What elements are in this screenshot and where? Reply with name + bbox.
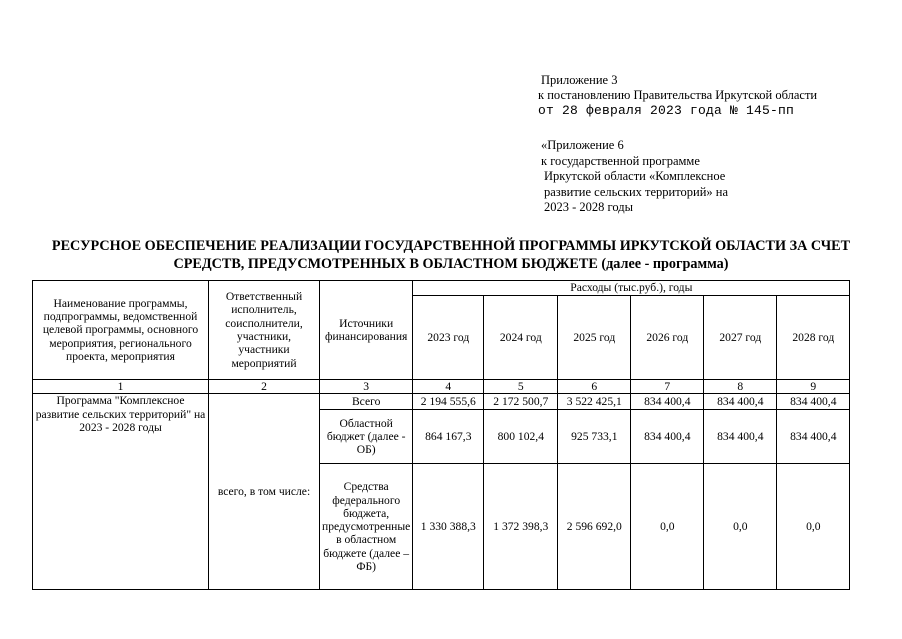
value-cell: 0,0 (631, 464, 704, 590)
header-funding-source: Источники финансирования (320, 281, 413, 380)
header-year: 2027 год (704, 296, 777, 380)
column-number: 5 (484, 380, 558, 394)
appendix-6-block (541, 138, 728, 216)
value-cell: 834 400,4 (704, 394, 777, 410)
column-number: 1 (33, 380, 209, 394)
appendix-3-block (538, 73, 818, 118)
column-number: 8 (704, 380, 777, 394)
value-cell: 864 167,3 (413, 410, 484, 464)
source-cell: Средства федерального бюджета, предусмотренные в областном бюджете (далее – ФБ) (320, 464, 413, 590)
appendix-3-date-number: от 28 февраля 2023 года № 145-пп (538, 103, 795, 118)
appendix-6-title: «Приложение 6 (541, 138, 624, 152)
value-cell: 2 194 555,6 (413, 394, 484, 410)
appendix-6-line: Иркутской области «Комплексное (544, 169, 726, 183)
value-cell: 3 522 425,1 (558, 394, 631, 410)
value-cell: 834 400,4 (777, 410, 850, 464)
header-year: 2023 год (413, 296, 484, 380)
header-executor: Ответственный исполнитель, соисполнители, участники, участники мероприятий (209, 281, 320, 380)
header-year: 2025 год (558, 296, 631, 380)
executor-cell: всего, в том числе: (209, 394, 320, 590)
header-year: 2024 год (484, 296, 558, 380)
appendix-6-line: к государственной программе (541, 153, 700, 168)
header-year: 2026 год (631, 296, 704, 380)
value-cell: 1 330 388,3 (413, 464, 484, 590)
value-cell: 800 102,4 (484, 410, 558, 464)
appendix-3-title: Приложение 3 (541, 73, 618, 87)
appendix-6-line: 2023 - 2028 годы (544, 200, 634, 214)
appendix-3-resolution: к постановлению Правительства Иркутской области (538, 88, 818, 102)
value-cell: 834 400,4 (777, 394, 850, 410)
header-year: 2028 год (777, 296, 850, 380)
appendix-6-line: развитие сельских территорий» на (544, 184, 729, 199)
value-cell: 925 733,1 (558, 410, 631, 464)
document-title (20, 237, 882, 273)
source-cell: Всего (320, 394, 413, 410)
document-title-line: СРЕДСТВ, ПРЕДУСМОТРЕННЫХ В ОБЛАСТНОМ БЮДЖЕТЕ (далее - программа) (173, 256, 729, 272)
table-row (33, 394, 850, 410)
column-number: 7 (631, 380, 704, 394)
column-number: 3 (320, 380, 413, 394)
document-title-line: РЕСУРСНОЕ ОБЕСПЕЧЕНИЕ РЕАЛИЗАЦИИ ГОСУДАРСТВЕННОЙ ПРОГРАММЫ ИРКУТСКОЙ ОБЛАСТИ ЗА СЧЕТ (51, 238, 851, 254)
source-cell: Областной бюджет (далее - ОБ) (320, 410, 413, 464)
column-number: 6 (558, 380, 631, 394)
header-program-name: Наименование программы, подпрограммы, ведомственной целевой программы, основного мероприятия, регионального проекта, мероприятия (33, 281, 209, 380)
resource-table (32, 280, 850, 590)
value-cell: 834 400,4 (631, 410, 704, 464)
header-expenses: Расходы (тыс.руб.), годы (413, 281, 850, 296)
program-name-cell: Программа "Комплексное развитие сельских территорий" на 2023 - 2028 годы (33, 394, 209, 590)
value-cell: 0,0 (777, 464, 850, 590)
value-cell: 834 400,4 (631, 394, 704, 410)
value-cell: 834 400,4 (704, 410, 777, 464)
value-cell: 2 596 692,0 (558, 464, 631, 590)
column-number: 4 (413, 380, 484, 394)
column-number: 9 (777, 380, 850, 394)
value-cell: 2 172 500,7 (484, 394, 558, 410)
value-cell: 1 372 398,3 (484, 464, 558, 590)
column-number: 2 (209, 380, 320, 394)
value-cell: 0,0 (704, 464, 777, 590)
